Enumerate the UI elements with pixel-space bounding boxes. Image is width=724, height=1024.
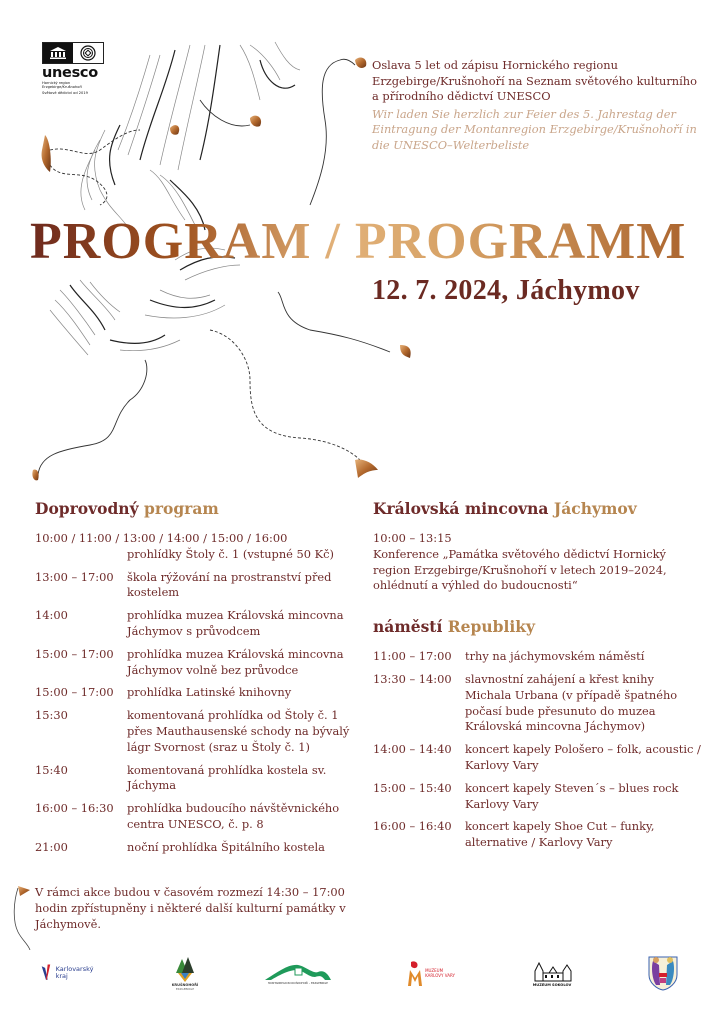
square-schedule-list bbox=[373, 649, 703, 851]
intro-czech: Oslava 5 let od zápisu Hornického regionu Erzgebirge/Krušnohoří na Seznam světového kulturního a přírodního dědictví UNESCO bbox=[372, 58, 697, 104]
schedule-row bbox=[35, 708, 355, 755]
schedule-time: 15:00 – 17:00 bbox=[35, 685, 114, 700]
schedule-desc: prohlídka budoucího návštěvnického centra UNESCO, č. p. 8 bbox=[127, 801, 340, 831]
muzeum-kv-text bbox=[425, 968, 455, 978]
schedule-row bbox=[373, 819, 703, 851]
krusnohori-logo bbox=[165, 948, 205, 998]
muzeum-karlovy-vary-logo bbox=[402, 948, 460, 998]
unesco-temple-icon bbox=[43, 43, 73, 63]
intro-block bbox=[372, 58, 702, 154]
heading-part-2: Jáchymov bbox=[553, 499, 637, 518]
schedule-row bbox=[35, 608, 355, 640]
schedule-row bbox=[373, 742, 703, 774]
schedule-desc: noční prohlídka Špitálního kostela bbox=[127, 839, 325, 854]
schedule-desc: prohlídky Štoly č. 1 (vstupné 50 Kč) bbox=[127, 546, 334, 561]
conference-desc: Konference „Památka světového dědictví Hornický region Erzgebirge/Krušnohoří v letech 2019–2024, ohlédnutí a výhled do budoucnosti“ bbox=[373, 546, 667, 593]
muzeum-sokolov-logo bbox=[528, 948, 576, 998]
unesco-caption-1: Hornický region bbox=[42, 81, 71, 85]
unesco-caption-3: Světové dědictví od 2019 bbox=[42, 90, 88, 95]
schedule-time: 13:00 – 17:00 bbox=[35, 569, 114, 584]
schedule-time: 11:00 – 17:00 bbox=[373, 649, 452, 664]
schedule-row bbox=[35, 685, 355, 701]
unesco-caption-2: Erzgebirge/Krušnohoří bbox=[42, 85, 82, 90]
mint-section-heading bbox=[373, 499, 703, 519]
heading-part-2: Republiky bbox=[447, 617, 535, 637]
schedule-time: 13:30 – 14:00 bbox=[373, 671, 452, 686]
krusnohori-subtext: ERZGEBIRGE bbox=[175, 987, 195, 991]
coat-of-arms-icon bbox=[647, 955, 679, 991]
partner-logos bbox=[0, 948, 724, 998]
schedule-time: 10:00 / 11:00 / 13:00 / 14:00 / 15:00 / 16:00 bbox=[35, 531, 288, 545]
schedule-time: 16:00 – 16:40 bbox=[373, 819, 452, 834]
schedule-time: 16:00 – 16:30 bbox=[35, 801, 114, 816]
schedule-desc: komentovaná prohlídka kostela sv. Jáchyma bbox=[127, 762, 327, 793]
unesco-logo bbox=[42, 42, 104, 95]
accompanying-program-section bbox=[35, 499, 355, 863]
schedule-desc: koncert kapely Steven´s – blues rock Karlovy Vary bbox=[465, 780, 679, 811]
schedule-time: 15:40 bbox=[35, 762, 68, 777]
schedule-time: 14:00 bbox=[35, 608, 68, 623]
conference-time: 10:00 – 13:15 bbox=[373, 531, 452, 545]
karlovarsky-kraj-logo bbox=[40, 948, 100, 998]
heading-part-1: Doprovodný bbox=[35, 499, 139, 518]
schedule-desc: slavnostní zahájení a křest knihy Michala Urbana (v případě špatného počasí bude přesunuto do muzea Královská mincovna Jáchymov) bbox=[465, 671, 678, 734]
schedule-time: 21:00 bbox=[35, 839, 68, 854]
schedule-desc: prohlídka muzea Královská mincovna Jáchymov volně bez průvodce bbox=[127, 646, 344, 677]
section-heading bbox=[35, 499, 355, 519]
muzeum-kv-text-2: KARLOVY VARY bbox=[425, 973, 455, 978]
muzeum-sokolov-text: MUZEUM SOKOLOV bbox=[532, 983, 572, 987]
schedule-row bbox=[35, 801, 355, 833]
right-column bbox=[373, 499, 703, 858]
muzeum-kv-text-1: MUZEUM bbox=[425, 968, 444, 973]
world-heritage-emblem-icon bbox=[73, 43, 103, 63]
montanregion-text: MONTANREGION KRUŠNOHOŘÍ – ERZGEBIRGE bbox=[268, 981, 328, 985]
intro-german: Wir laden Sie herzlich zur Feier des 5. Jahrestag der Eintragung der Montanregion Erzgebirge/Krušnohoří in die UNESCO–Welterbeliste bbox=[372, 106, 697, 152]
schedule-row bbox=[373, 781, 703, 813]
unesco-wordmark: unesco bbox=[42, 65, 98, 81]
schedule-time: 15:00 – 17:00 bbox=[35, 646, 114, 661]
muzeum-kv-lion-icon bbox=[407, 960, 423, 986]
montanregion-logo bbox=[262, 948, 334, 998]
schedule-row bbox=[35, 840, 355, 856]
schedule-desc: koncert kapely Pološero – folk, acoustic / Karlovy Vary bbox=[465, 742, 701, 772]
schedule-row bbox=[35, 763, 355, 795]
schedule-time: 14:00 – 14:40 bbox=[373, 742, 452, 757]
schedule-desc: škola rýžování na prostranství před kostelem bbox=[127, 569, 332, 600]
unesco-emblems bbox=[42, 42, 104, 64]
schedule-row bbox=[35, 647, 355, 679]
schedule-time: 15:30 bbox=[35, 708, 68, 723]
schedule-desc: koncert kapely Shoe Cut – funky, alternative / Karlovy Vary bbox=[465, 819, 655, 850]
flag-marker-icon bbox=[8, 880, 38, 950]
heading-part-2: program bbox=[144, 499, 219, 518]
schedule-row bbox=[35, 531, 355, 563]
schedule-desc: prohlídka muzea Královská mincovna Jáchymov s průvodcem bbox=[127, 608, 344, 638]
schedule-desc: trhy na jáchymovském náměstí bbox=[465, 649, 645, 664]
krusnohori-text: KRUŠNOHOŘÍ bbox=[171, 983, 199, 987]
schedule-row bbox=[373, 672, 703, 735]
footer-note: V rámci akce budou v časovém rozmezí 14:30 – 17:00 hodin zpřístupněny i některé další kulturní památky v Jáchymově. bbox=[35, 885, 346, 931]
jachymov-coat-of-arms-logo bbox=[645, 948, 681, 998]
sokolov-castle-icon bbox=[531, 959, 573, 983]
schedule-desc: prohlídka Latinské knihovny bbox=[127, 685, 292, 700]
schedule-list bbox=[35, 531, 355, 856]
schedule-row bbox=[373, 649, 703, 665]
krusnohori-mountains-icon bbox=[174, 955, 196, 983]
heading-part-1: Královská mincovna bbox=[373, 499, 549, 518]
montanregion-hills-icon bbox=[263, 962, 333, 982]
schedule-time: 15:00 – 15:40 bbox=[373, 780, 452, 795]
square-section-heading bbox=[373, 617, 703, 637]
schedule-row bbox=[35, 570, 355, 602]
heading-part-1: náměstí bbox=[373, 617, 443, 637]
karlovarsky-kraj-text: Karlovarský kraj bbox=[55, 965, 94, 980]
conference-entry bbox=[373, 531, 703, 594]
page-title: PROGRAM / PROGRAMM bbox=[30, 212, 710, 272]
schedule-desc: komentovaná prohlídka od Štoly č. 1 přes Mauthausenské schody na bývalý lágr Svornost (sraz u Štoly č. 1) bbox=[127, 708, 350, 754]
karlovarsky-kraj-icon bbox=[40, 961, 54, 985]
event-date: 12. 7. 2024, Jáchymov bbox=[372, 275, 640, 306]
